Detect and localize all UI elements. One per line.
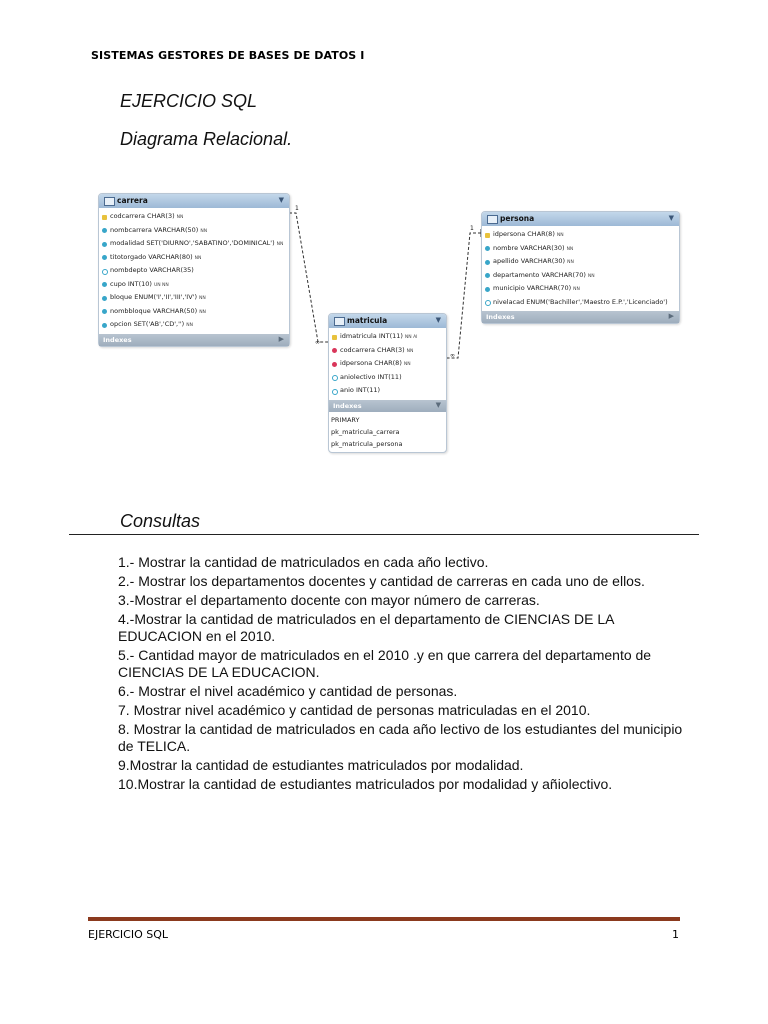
indexes-label: Indexes	[103, 335, 132, 344]
table-column[interactable]	[99, 237, 289, 251]
table-column[interactable]	[99, 318, 289, 332]
table-name: persona	[500, 214, 535, 223]
cardinality-one-carrera: 1	[295, 205, 299, 212]
column-list	[482, 226, 679, 311]
primary-key-icon	[102, 215, 107, 220]
table-icon	[487, 215, 498, 224]
column-definition: codcarrera CHAR(3)	[110, 212, 175, 220]
table-column[interactable]	[329, 330, 446, 344]
relation-line-persona-matricula	[445, 233, 481, 358]
collapse-arrow-icon[interactable]: ▼	[278, 196, 284, 204]
table-column[interactable]	[329, 344, 446, 358]
column-flags: UN NN	[153, 282, 169, 288]
table-header[interactable]	[329, 314, 446, 328]
column-definition: bloque ENUM('I','II','III','IV')	[110, 293, 197, 301]
query-item: 4.-Mostrar la cantidad de matriculados en el departamento de CIENCIAS DE LA EDUCACION en el 2010.	[118, 611, 614, 644]
table-column[interactable]	[99, 224, 289, 238]
table-column[interactable]	[99, 305, 289, 319]
column-definition: idpersona CHAR(8)	[340, 359, 402, 367]
column-flags: NN	[186, 323, 193, 328]
indexes-label: Indexes	[333, 401, 362, 410]
column-flags: NN	[556, 233, 564, 238]
column-icon	[102, 255, 107, 260]
indexes-bar[interactable]	[482, 311, 679, 323]
indexes-label: Indexes	[486, 313, 515, 321]
table-column[interactable]	[99, 264, 289, 278]
column-icon	[485, 273, 490, 278]
table-column[interactable]	[99, 210, 289, 224]
column-icon	[332, 375, 338, 381]
index-item[interactable]: pk_matricula_persona	[331, 439, 403, 448]
column-definition: idpersona CHAR(8)	[493, 230, 555, 238]
collapse-arrow-icon[interactable]: ▼	[435, 316, 441, 324]
column-flags: NN	[566, 246, 574, 252]
column-definition: apellido VARCHAR(30)	[493, 257, 566, 265]
table-column[interactable]	[99, 251, 289, 265]
page-header-title: SISTEMAS GESTORES DE BASES DE DATOS I	[91, 49, 365, 62]
table-name: carrera	[117, 196, 148, 205]
column-flags: NN	[573, 287, 580, 292]
column-definition: nivelacad ENUM('Bachiller','Maestro E.P.','Licenciado')	[493, 297, 668, 306]
foreign-key-icon	[332, 348, 337, 353]
column-flags: NN	[587, 273, 595, 279]
column-icon	[485, 287, 490, 292]
table-column[interactable]	[99, 291, 289, 305]
column-icon	[485, 260, 490, 265]
query-item: 2.- Mostrar los departamentos docentes y cantidad de carreras en cada uno de ellos.	[118, 573, 645, 589]
column-flags: NN	[403, 362, 411, 367]
table-icon	[334, 317, 345, 326]
cardinality-one-persona: 1	[470, 225, 474, 232]
column-icon	[102, 309, 107, 314]
primary-key-icon	[332, 335, 337, 340]
column-icon	[485, 246, 490, 251]
page-number: 1	[672, 928, 679, 941]
table-column[interactable]	[329, 384, 446, 398]
indexes-bar[interactable]	[329, 400, 446, 412]
query-item: 7. Mostrar nivel académico y cantidad de personas matriculadas en el 2010.	[118, 702, 591, 718]
index-item[interactable]: PRIMARY	[331, 415, 360, 424]
column-flags: NN	[199, 309, 206, 315]
query-item: 10.Mostrar la cantidad de estudiantes matriculados por modalidad y añiolectivo.	[118, 776, 613, 792]
column-flags: NN	[199, 296, 206, 301]
expand-arrow-icon[interactable]: ▶	[278, 334, 284, 343]
column-flags: NN	[200, 228, 208, 234]
footer-divider	[88, 917, 680, 921]
column-definition: nombcarrera VARCHAR(50)	[110, 225, 199, 234]
column-icon	[332, 389, 338, 395]
column-definition: aniolectivo INT(11)	[340, 372, 402, 381]
query-item: 1.- Mostrar la cantidad de matriculados en cada año lectivo.	[118, 554, 489, 570]
collapse-arrow-icon[interactable]: ▼	[668, 214, 674, 222]
table-matricula[interactable]	[328, 313, 447, 453]
document-title: EJERCICIO SQL	[120, 91, 258, 111]
query-item: 3.-Mostrar el departamento docente con mayor número de carreras.	[118, 592, 540, 608]
table-column[interactable]	[99, 278, 289, 292]
cardinality-many-persona: ∞	[450, 352, 455, 359]
column-flags: NN	[276, 242, 284, 247]
column-definition: opcion SET('AB','CD','')	[110, 320, 185, 328]
index-list	[329, 412, 446, 452]
primary-key-icon	[485, 233, 490, 238]
expand-arrow-icon[interactable]: ▶	[668, 312, 674, 320]
index-item[interactable]: pk_matricula_carrera	[331, 427, 400, 436]
column-definition: nombre VARCHAR(30)	[493, 243, 565, 252]
cardinality-many-carrera: ∞	[315, 339, 320, 346]
foreign-key-icon	[332, 362, 337, 367]
relational-diagram	[0, 0, 768, 470]
column-icon	[102, 269, 108, 275]
query-item: 9.Mostrar la cantidad de estudiantes matriculados por modalidad.	[118, 757, 524, 773]
table-column[interactable]	[482, 255, 679, 269]
table-column[interactable]	[329, 357, 446, 371]
column-icon	[102, 323, 107, 328]
section-divider	[69, 534, 699, 535]
footer-title: EJERCICIO SQL	[88, 928, 169, 941]
table-persona[interactable]	[481, 211, 680, 324]
column-flags: NN	[567, 260, 574, 265]
column-definition: anio INT(11)	[340, 386, 381, 394]
table-column[interactable]	[482, 296, 679, 310]
column-icon	[102, 282, 107, 287]
column-definition: cupo INT(10)	[110, 279, 152, 288]
table-name: matricula	[347, 316, 388, 325]
column-definition: modalidad SET('DIURNO','SABATINO','DOMINICAL')	[110, 239, 275, 247]
query-item: 6.- Mostrar el nivel académico y cantidad de personas.	[118, 683, 458, 699]
column-definition: nombdepto VARCHAR(35)	[110, 266, 194, 274]
column-definition: nombbloque VARCHAR(50)	[110, 306, 198, 315]
query-item: 8. Mostrar la cantidad de matriculados en cada año lectivo de los estudiantes del municipio de TELICA.	[118, 721, 683, 754]
column-flags: NN	[194, 255, 202, 261]
indexes-bar[interactable]	[99, 334, 289, 346]
table-column[interactable]	[482, 242, 679, 256]
column-icon	[102, 242, 107, 247]
column-flags: NN	[176, 215, 184, 220]
query-item: 5.- Cantidad mayor de matriculados en el 2010 .y en que carrera del departamento de CIENCIAS DE LA EDUCACION.	[118, 647, 652, 680]
column-list	[99, 208, 289, 334]
column-definition: municipio VARCHAR(70)	[493, 284, 572, 292]
table-column[interactable]	[482, 228, 679, 242]
column-icon	[102, 296, 107, 301]
table-column[interactable]	[482, 282, 679, 296]
column-flags: NN AI	[404, 335, 418, 340]
table-column[interactable]	[482, 269, 679, 283]
collapse-arrow-icon[interactable]: ▼	[435, 400, 441, 409]
column-flags: NN	[406, 348, 414, 354]
relation-line-carrera-matricula	[289, 213, 328, 342]
column-list	[329, 328, 446, 400]
column-icon	[102, 228, 107, 233]
document-subtitle: Diagrama Relacional.	[120, 129, 293, 149]
column-definition: codcarrera CHAR(3)	[340, 345, 405, 354]
column-icon	[485, 300, 491, 306]
table-column[interactable]	[329, 371, 446, 385]
table-header[interactable]	[99, 194, 289, 208]
column-definition: departamento VARCHAR(70)	[493, 270, 586, 279]
table-carrera[interactable]	[98, 193, 290, 347]
column-definition: titotorgado VARCHAR(80)	[110, 252, 193, 261]
column-definition: idmatricula INT(11)	[340, 332, 403, 340]
table-icon	[104, 197, 115, 206]
query-list	[118, 554, 688, 795]
table-header[interactable]	[482, 212, 679, 226]
section-title: Consultas	[120, 511, 201, 531]
